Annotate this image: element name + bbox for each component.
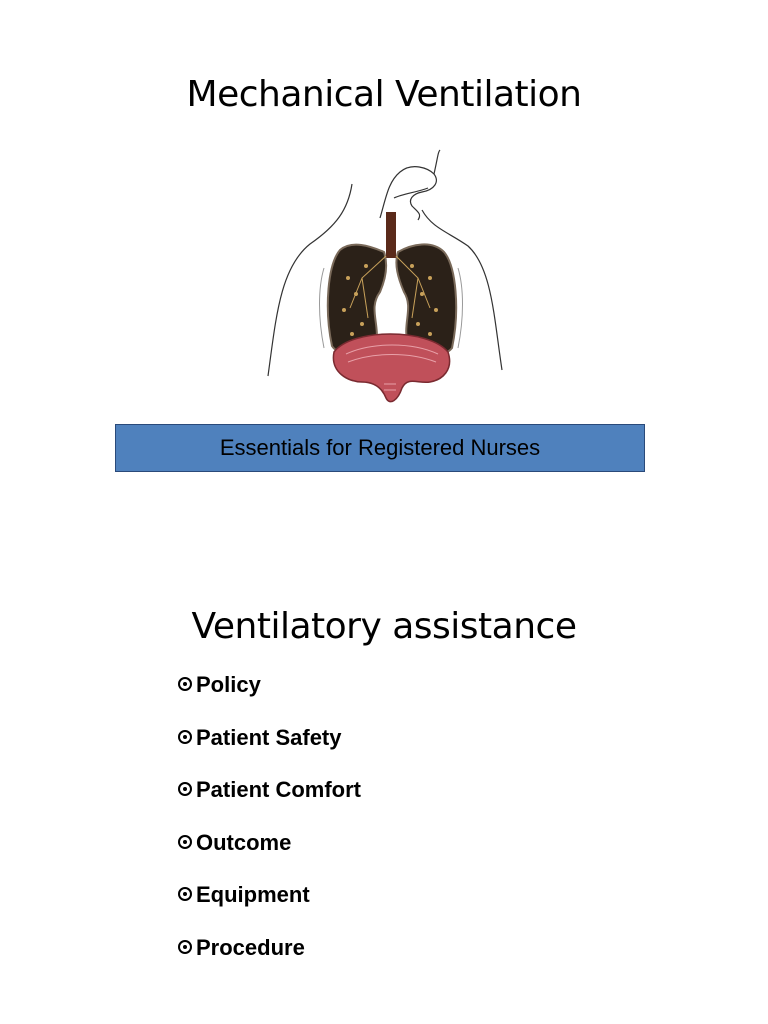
- bullet-icon: [178, 887, 192, 901]
- trachea: [386, 212, 396, 258]
- diaphragm: [333, 334, 449, 402]
- bullet-text: Outcome: [196, 829, 292, 855]
- bullet-text: Equipment: [196, 882, 310, 907]
- list-item: [178, 880, 361, 933]
- bullet-text: Patient Safety: [196, 724, 342, 750]
- list-item: [178, 828, 361, 881]
- bullet-icon: [178, 940, 192, 954]
- subtitle-banner: [115, 424, 645, 472]
- slide-ventilatory-assistance: [0, 512, 768, 1024]
- bullet-icon: [178, 835, 192, 849]
- bullet-icon: [178, 730, 192, 744]
- list-item: [178, 723, 361, 776]
- list-item: [178, 775, 361, 828]
- list-item: [178, 670, 361, 723]
- slide-title-heading: Mechanical Ventilation: [186, 74, 582, 115]
- bullet-text: Policy: [196, 672, 261, 697]
- bullet-list: [178, 670, 361, 985]
- bullet-icon: [178, 677, 192, 691]
- respiratory-illustration: [262, 148, 518, 410]
- bullet-text: Patient Comfort: [196, 777, 361, 802]
- bullet-text: Procedure: [196, 934, 305, 960]
- subtitle-text: Essentials for Registered Nurses: [219, 435, 541, 460]
- bullet-icon: [178, 782, 192, 796]
- slide2-heading: Ventilatory assistance: [191, 606, 577, 647]
- list-item: [178, 933, 361, 986]
